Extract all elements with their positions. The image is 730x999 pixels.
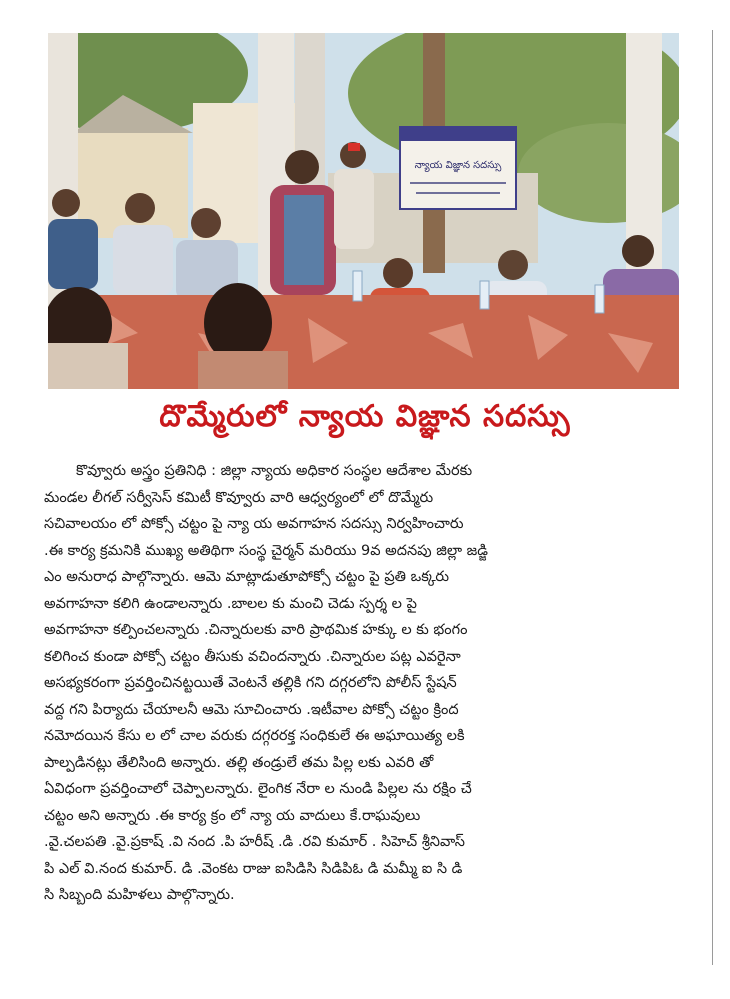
article-line: కలిగించ కుండా పోక్సో చట్టం తీసుకు వచిందన్నారు .చిన్నారుల పట్ల ఎవరైనా bbox=[44, 648, 461, 665]
article-line: చట్టం అని అన్నారు .ఈ కార్య క్రం లో న్యా య వాదులు కే.రాఘవులు bbox=[44, 807, 421, 824]
article-line: మండల లీగల్ సర్వీసెస్ కమిటీ కొవ్వూరు వారి ఆధ్వర్యంలో లో దొమ్మేరు bbox=[44, 489, 434, 506]
article-line: ఏవిధంగా ప్రవర్తించాలో చెప్పాలన్నారు. లైంగిక నేరా ల నుండి పిల్లల ను రక్షిం చే bbox=[44, 781, 472, 797]
article-line: .ఈ కార్య క్రమనికి ముఖ్య అతిథిగా సంస్థ చైర్మన్ మరియు 9వ అదనపు జిల్లా జడ్జి bbox=[44, 542, 488, 559]
banner-title: న్యాయ విజ్ఞాన సదస్సు bbox=[414, 160, 502, 171]
article-line: పి ఎల్ వి.నంద కుమార్. డి .వెంకట రాజు ఐసిడిసి సిడిపిఓ డి మమ్మీ ఐ సి డి bbox=[44, 860, 463, 877]
article-line: కొవ్వూరు అస్త్రం ప్రతినిధి : జిల్లా న్యాయ అధికార సంస్థల ఆదేశాల మేరకు bbox=[76, 463, 473, 479]
article-line: వద్ద గని పిర్యాదు చేయాలనీ ఆమె సూచించారు .ఇటీవాల పోక్సో చట్టం క్రింద bbox=[44, 701, 459, 718]
column-divider bbox=[712, 30, 713, 965]
article-line: అవగాహనా కల్పించలన్నారు .చిన్నారులకు వారి ప్రాథమిక హక్కు ల కు భంగం bbox=[44, 622, 468, 638]
article-line: సచివాలయం లో పోక్సో చట్టం పై న్యా య అవగాహన సదస్సు నిర్వహించారు bbox=[44, 516, 464, 532]
article-line: .వై.చలపతి .వై.ప్రకాష్ .వి నంద .పి హరీష్ .డి .రవి కుమార్ . సిహెచ్ శ్రీనివాస్ bbox=[44, 834, 465, 850]
article-line: సి సిబ్బంది మహిళలు పాల్గొన్నారు. bbox=[44, 887, 235, 903]
article-line: నమోదయిన కేసు ల లో చాల వరుకు దగ్గరరక్త సంధికులే ఈ అఘాయిత్య లకి bbox=[44, 728, 465, 744]
article-line: పాల్పడినట్లు తేలిసింది అన్నారు. తల్లి తండ్రులే తమ పిల్ల లకు ఎవరి తో bbox=[44, 754, 434, 771]
article-line: అవగాహనా కలిగి ఉండాలన్నారు .బాలల కు మంచి చెడు స్పర్శ ల పై bbox=[44, 595, 417, 612]
article-line: ఎం అనురాధ పాల్గొన్నారు. ఆమె మాట్లాడుతూపోక్సో చట్టం పై ప్రతి ఒక్కరు bbox=[44, 569, 450, 585]
event-photo bbox=[48, 33, 679, 389]
article-body bbox=[44, 458, 704, 986]
article-line: అసభ్యకరంగా ప్రవర్తించినట్టయితే వెంటనే తల్లికి గని దగ్గరలోని పోలీస్ స్టేషన్ bbox=[44, 675, 457, 691]
headline: దొమ్మేరులో న్యాయ విజ్ఞాన సదస్సు bbox=[159, 399, 571, 434]
